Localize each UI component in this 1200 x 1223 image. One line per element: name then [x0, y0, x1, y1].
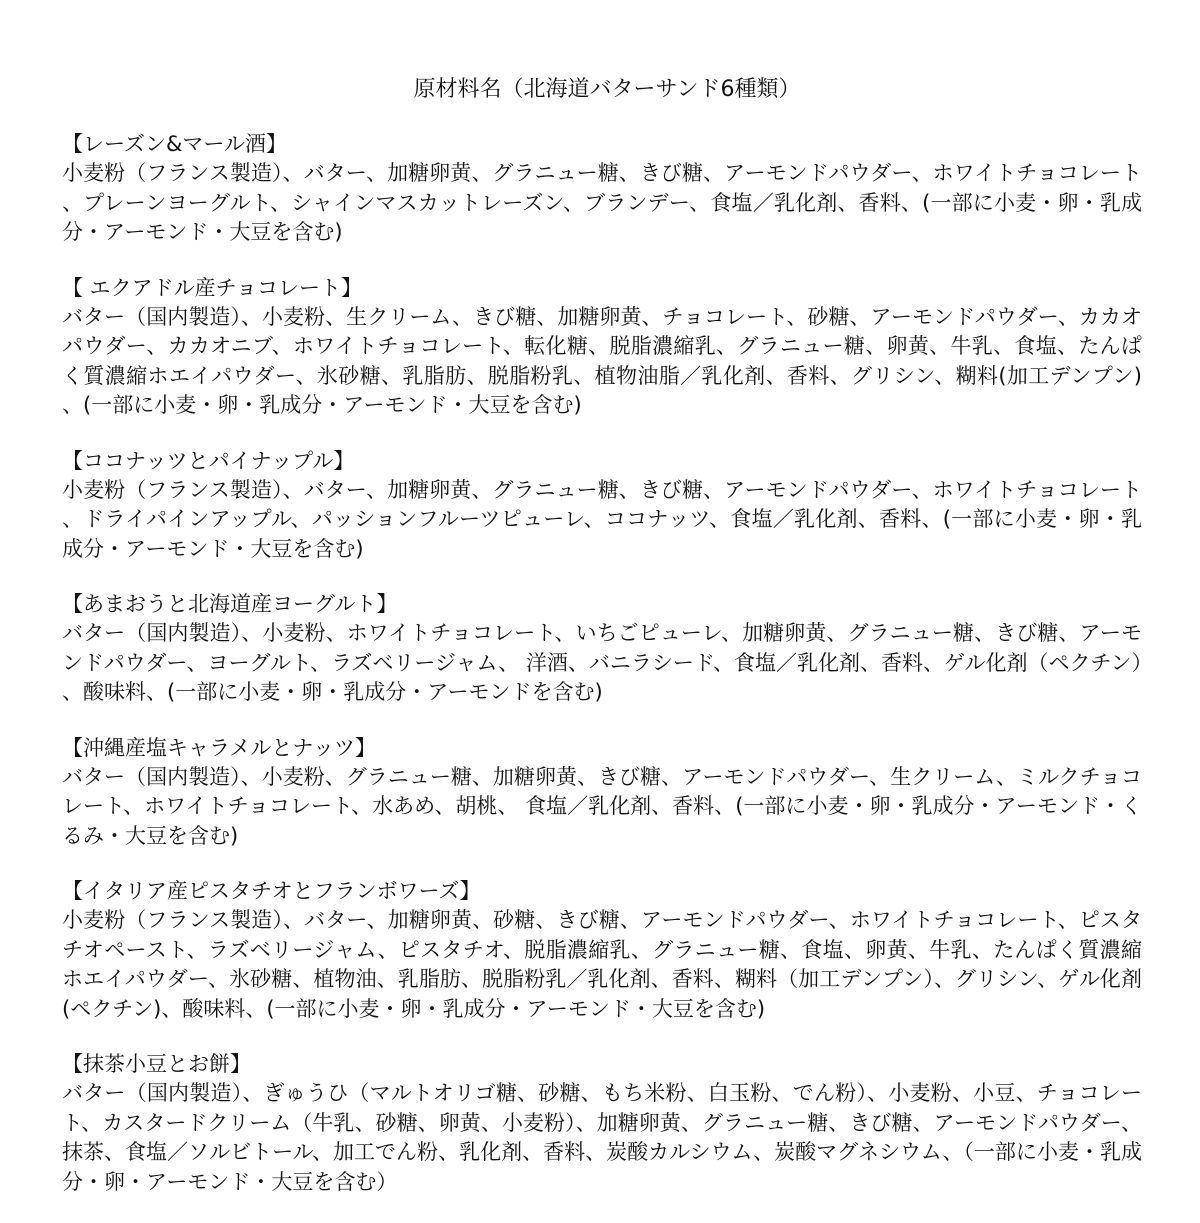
section-ecuador-chocolate [62, 274, 1142, 421]
section-heading: 【 エクアドル産チョコレート】 [62, 275, 363, 300]
section-ingredients: 小麦粉（フランス製造）、バター、加糖卵黄、グラニュー糖、きび糖、アーモンドパウダー、ホワイトチョコレート、ドライパインアップル、パッションフルーツピューレ、ココナッツ、食塩／乳化剤、香料、(一部に小麦・卵・乳成分・アーモンド・大豆を含む) [62, 477, 1142, 561]
section-ingredients: 小麦粉（フランス製造）、バター、加糖卵黄、グラニュー糖、きび糖、アーモンドパウダー、ホワイトチョコレート、プレーンヨーグルト、シャインマスカットレーズン、ブランデー、食塩／乳化剤、香料、(一部に小麦・卵・乳成分・アーモンド・大豆を含む) [62, 161, 1142, 244]
section-ingredients: バター（国内製造）、小麦粉、ホワイトチョコレート、いちごピューレ、加糖卵黄、グラニュー糖、きび糖、アーモンドパウダー、ヨーグルト、ラズベリージャム、 洋酒、バニラシード、食塩／乳化剤、香料、ゲル化剤（ペクチン）、酸味料、(一部に小麦・卵・乳成分・アーモンドを含む) [62, 621, 1142, 704]
section-heading: 【沖縄産塩キャラメルとナッツ】 [62, 735, 376, 760]
section-raisin-marc [62, 130, 1142, 248]
section-ingredients: 小麦粉（フランス製造）、バター、加糖卵黄、砂糖、きび糖、アーモンドパウダー、ホワイトチョコレート、ピスタチオペースト、ラズベリージャム、ピスタチオ、脱脂濃縮乳、グラニュー糖、食塩、卵黄、牛乳、たんぱく質濃縮ホエイパウダー、氷砂糖、植物油、乳脂肪、脱脂粉乳／乳化剤、香料、糊料（加工デンプン）、グリシン、ゲル化剤(ペクチン)、酸味料、(一部に小麦・卵・乳成分・アーモンド・大豆を含む) [62, 908, 1142, 1021]
section-amaou-yogurt [62, 590, 1142, 708]
section-coconut-pineapple [62, 447, 1142, 565]
section-matcha-azuki [62, 1050, 1142, 1197]
section-heading: 【レーズン&マール酒】 [62, 132, 287, 156]
document-title: 原材料名（北海道バターサンド6種類） [413, 77, 801, 102]
section-heading: 【あまおうと北海道産ヨーグルト】 [62, 592, 398, 616]
section-pistachio-framboise [62, 877, 1142, 1024]
section-heading: 【イタリア産ピスタチオとフランボワーズ】 [62, 879, 481, 903]
section-heading: 【ココナッツとパイナップル】 [62, 448, 355, 473]
section-okinawa-caramel [62, 734, 1142, 852]
section-heading: 【抹茶小豆とお餅】 [62, 1052, 251, 1076]
section-ingredients: バター（国内製造）、小麦粉、生クリーム、きび糖、加糖卵黄、チョコレート、砂糖、アーモンドパウダー、カカオパウダー、カカオニブ、ホワイトチョコレート、転化糖、脱脂濃縮乳、グラニュー糖、卵黄、牛乳、食塩、たんぱく質濃縮ホエイパウダー、氷砂糖、乳脂肪、脱脂粉乳、植物油脂／乳化剤、香料、グリシン、糊料(加工デンプン)、(一部に小麦・卵・乳成分・アーモンド・大豆を含む) [62, 304, 1142, 417]
section-ingredients: バター（国内製造）、ぎゅうひ（マルトオリゴ糖、砂糖、もち米粉、白玉粉、でん粉）、小麦粉、小豆、チョコレート、カスタードクリーム（牛乳、砂糖、卵黄、小麦粉）、加糖卵黄、グラニュー糖、きび糖、アーモンドパウダー、抹茶、食塩／ソルビトール、加工でん粉、乳化剤、香料、炭酸カルシウム、炭酸マグネシウム、（一部に小麦・乳成分・卵・アーモンド・大豆を含む） [62, 1081, 1142, 1194]
section-ingredients: バター（国内製造）、小麦粉、グラニュー糖、加糖卵黄、きび糖、アーモンドパウダー、生クリーム、ミルクチョコレート、ホワイトチョコレート、水あめ、胡桃、 食塩／乳化剤、香料、(一部に小麦・卵・乳成分・アーモンド・くるみ・大豆を含む) [62, 764, 1142, 848]
ingredients-document [62, 74, 1142, 1223]
